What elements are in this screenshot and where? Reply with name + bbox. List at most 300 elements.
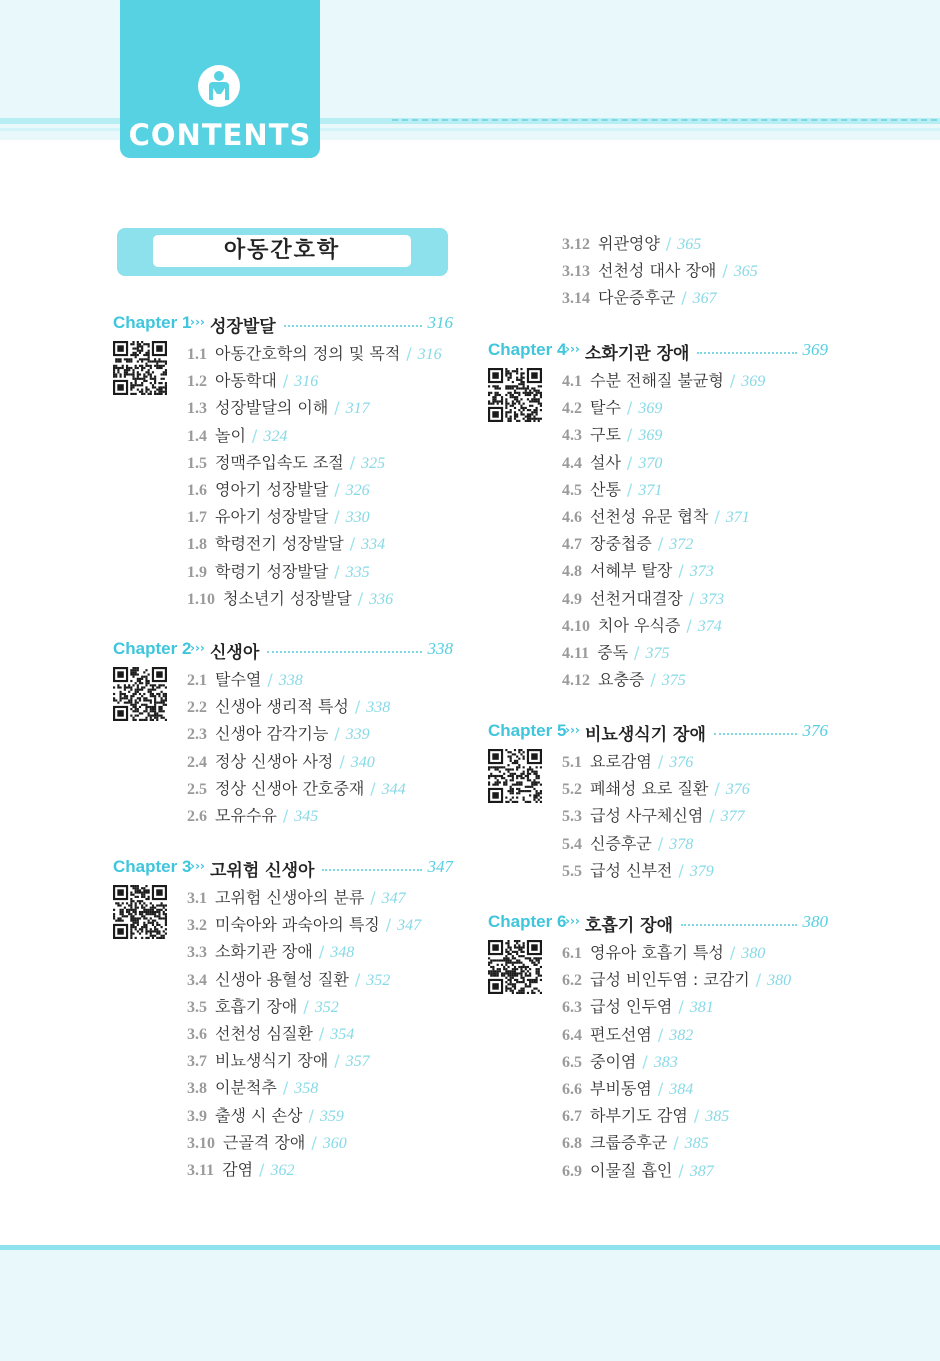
section-page-number: 334 bbox=[361, 536, 386, 554]
toc-entry[interactable] bbox=[187, 1021, 354, 1043]
section-page-number: 352 bbox=[366, 971, 391, 989]
section-number: 6.1 bbox=[562, 945, 582, 962]
toc-entry[interactable] bbox=[187, 749, 375, 771]
chapter-page-number: 347 bbox=[427, 857, 453, 876]
section-title: 모유수유 bbox=[215, 806, 277, 825]
toc-entry[interactable] bbox=[187, 477, 370, 499]
separator: / bbox=[282, 1078, 289, 1098]
toc-entry[interactable] bbox=[562, 531, 693, 553]
section-title: 탈수열 bbox=[215, 670, 262, 689]
toc-entry[interactable] bbox=[562, 1022, 693, 1044]
separator: / bbox=[755, 970, 762, 990]
footer-band bbox=[0, 1245, 940, 1361]
toc-entry[interactable] bbox=[187, 885, 406, 907]
section-page-number: 375 bbox=[645, 645, 670, 662]
chapter-title: 호흡기 장애 bbox=[585, 916, 674, 936]
section-number: 1.7 bbox=[187, 509, 207, 527]
section-title: 치아 우식증 bbox=[598, 615, 681, 635]
section-title: 요충증 bbox=[598, 670, 645, 690]
section-title: 산통 bbox=[590, 479, 621, 499]
chapter-arrows-icon: ››› bbox=[565, 914, 580, 928]
section-title: 다운증후군 bbox=[598, 288, 676, 308]
section-page-number: 316 bbox=[294, 373, 319, 391]
separator: / bbox=[634, 643, 640, 662]
separator: / bbox=[282, 371, 289, 391]
section-title: 중독 bbox=[597, 643, 629, 662]
section-page-number: 371 bbox=[638, 481, 663, 499]
toc-entry[interactable] bbox=[187, 803, 318, 825]
toc-entry[interactable] bbox=[187, 423, 287, 445]
section-title: 선천성 대사 장애 bbox=[598, 261, 717, 281]
toc-entry[interactable] bbox=[187, 368, 318, 390]
section-number: 5.5 bbox=[562, 862, 582, 880]
toc-entry[interactable] bbox=[562, 749, 693, 771]
separator: / bbox=[657, 752, 664, 771]
separator: / bbox=[714, 779, 720, 799]
separator: / bbox=[693, 1106, 700, 1126]
section-title: 아동간호학의 정의 및 목적 bbox=[215, 344, 401, 363]
toc-entry[interactable] bbox=[562, 831, 693, 853]
toc-entry[interactable] bbox=[562, 967, 791, 989]
section-page-number: 384 bbox=[669, 1081, 694, 1098]
separator: / bbox=[722, 261, 728, 281]
chapter-title: 고위험 신생아 bbox=[210, 861, 315, 881]
separator: / bbox=[678, 561, 684, 581]
section-page-number: 317 bbox=[345, 400, 370, 418]
section-page-number: 340 bbox=[350, 753, 375, 771]
section-title: 구토 bbox=[590, 425, 621, 445]
section-title: 근골격 장애 bbox=[223, 1132, 306, 1152]
section-number: 3.8 bbox=[187, 1080, 207, 1098]
section-page-number: 374 bbox=[697, 617, 722, 635]
section-number: 4.9 bbox=[562, 590, 582, 608]
dotted-leader bbox=[697, 352, 796, 354]
toc-entry[interactable] bbox=[562, 477, 662, 499]
person-icon bbox=[197, 64, 241, 108]
separator: / bbox=[318, 942, 325, 962]
section-title: 청소년기 성장발달 bbox=[223, 588, 352, 608]
dotted-leader bbox=[267, 651, 421, 653]
section-title: 정상 신생아 사정 bbox=[215, 751, 334, 771]
section-title: 서혜부 탈장 bbox=[590, 561, 673, 581]
separator: / bbox=[385, 915, 392, 935]
section-number: 6.3 bbox=[562, 999, 582, 1017]
section-number: 1.2 bbox=[187, 373, 207, 391]
section-number: 3.10 bbox=[187, 1134, 215, 1152]
separator: / bbox=[349, 534, 356, 554]
section-title: 소화기관 장애 bbox=[215, 942, 313, 962]
section-page-number: 360 bbox=[322, 1134, 347, 1152]
chapter-arrows-icon: ››› bbox=[565, 723, 580, 737]
chapter-arrows-icon: ››› bbox=[190, 315, 205, 329]
toc-entry[interactable] bbox=[562, 994, 714, 1016]
section-page-number: 347 bbox=[381, 890, 406, 907]
toc-entry[interactable] bbox=[187, 1130, 347, 1152]
section-number: 4.11 bbox=[562, 645, 590, 662]
section-page-number: 344 bbox=[381, 780, 406, 798]
section-page-number: 380 bbox=[741, 945, 766, 962]
section-title: 영아기 성장발달 bbox=[215, 480, 329, 499]
section-page-number: 376 bbox=[725, 781, 750, 799]
section-number: 4.3 bbox=[562, 427, 582, 445]
separator: / bbox=[729, 943, 736, 962]
section-number: 5.1 bbox=[562, 754, 582, 771]
chapter-heading[interactable] bbox=[488, 721, 828, 743]
section-page-number: 385 bbox=[705, 1108, 730, 1126]
section-page-number: 371 bbox=[725, 509, 750, 526]
toc-entry[interactable] bbox=[562, 231, 701, 253]
toc-entry[interactable] bbox=[187, 1103, 344, 1125]
section-number: 4.2 bbox=[562, 400, 582, 418]
section-page-number: 369 bbox=[638, 427, 663, 445]
toc-entry[interactable] bbox=[562, 613, 722, 635]
section-number: 2.5 bbox=[187, 780, 207, 798]
section-number: 3.14 bbox=[562, 290, 590, 308]
section-page-number: 335 bbox=[345, 563, 370, 581]
section-number: 4.12 bbox=[562, 672, 590, 690]
chapter-arrows-icon: ››› bbox=[190, 859, 205, 873]
section-page-number: 365 bbox=[733, 263, 758, 281]
separator: / bbox=[334, 724, 340, 744]
toc-entry[interactable] bbox=[187, 939, 354, 961]
section-title: 신생아 용혈성 질환 bbox=[215, 969, 349, 989]
section-page-number: 330 bbox=[345, 509, 370, 527]
separator: / bbox=[729, 371, 736, 390]
separator: / bbox=[334, 507, 340, 527]
chapter-arrows-icon: ››› bbox=[565, 342, 580, 356]
section-number: 1.9 bbox=[187, 563, 207, 581]
section-title: 하부기도 감염 bbox=[590, 1106, 688, 1126]
section-number: 3.12 bbox=[562, 236, 590, 253]
section-title: 중이염 bbox=[590, 1051, 637, 1071]
toc-entry[interactable] bbox=[562, 368, 765, 390]
toc-entry[interactable] bbox=[187, 721, 370, 743]
section-page-number: 338 bbox=[366, 699, 391, 717]
section-number: 3.1 bbox=[187, 890, 207, 907]
chapter-heading[interactable] bbox=[113, 857, 453, 879]
section-title: 신증후군 bbox=[590, 833, 652, 853]
section-title: 아동학대 bbox=[215, 371, 277, 391]
section-page-number: 357 bbox=[345, 1053, 370, 1071]
section-page-number: 383 bbox=[653, 1053, 678, 1071]
section-number: 3.11 bbox=[187, 1162, 215, 1179]
toc-entry[interactable] bbox=[187, 694, 390, 716]
toc-entry[interactable] bbox=[562, 1130, 709, 1152]
separator: / bbox=[370, 778, 376, 798]
header-dashed-line bbox=[392, 119, 937, 121]
section-number: 3.9 bbox=[187, 1107, 207, 1125]
section-number: 6.2 bbox=[562, 972, 582, 990]
section-page-number: 381 bbox=[689, 999, 714, 1017]
section-page-number: 370 bbox=[638, 454, 663, 472]
separator: / bbox=[678, 1160, 684, 1180]
section-page-number: 373 bbox=[700, 590, 725, 608]
section-page-number: 373 bbox=[689, 563, 714, 581]
section-title: 급성 신부전 bbox=[590, 860, 673, 880]
toc-entry[interactable] bbox=[562, 1158, 714, 1180]
footer-line bbox=[0, 1245, 940, 1250]
contents-title: CONTENTS bbox=[128, 118, 312, 152]
chapter-heading[interactable] bbox=[488, 912, 828, 934]
section-number: 2.4 bbox=[187, 753, 207, 771]
toc-entry[interactable] bbox=[187, 967, 390, 989]
section-number: 4.6 bbox=[562, 509, 582, 526]
toc-entry[interactable] bbox=[187, 1048, 370, 1070]
section-number: 4.8 bbox=[562, 563, 582, 581]
section-title: 선천거대결장 bbox=[590, 588, 683, 608]
section-number: 4.1 bbox=[562, 373, 582, 390]
qr-code-icon[interactable] bbox=[488, 940, 542, 994]
qr-code-icon[interactable] bbox=[113, 667, 167, 721]
separator: / bbox=[626, 425, 633, 445]
section-page-number: 372 bbox=[669, 536, 694, 554]
section-number: 4.4 bbox=[562, 454, 582, 472]
qr-code-icon[interactable] bbox=[113, 885, 167, 939]
toc-entry[interactable] bbox=[187, 776, 406, 798]
section-page-number: 324 bbox=[263, 427, 288, 445]
chapter-label: Chapter 6 bbox=[488, 912, 567, 931]
toc-entry[interactable] bbox=[562, 285, 717, 307]
toc-entry[interactable] bbox=[562, 1076, 693, 1098]
toc-entry[interactable] bbox=[187, 341, 442, 363]
toc-entry[interactable] bbox=[187, 450, 385, 472]
section-title: 신생아 생리적 특성 bbox=[215, 697, 349, 717]
toc-entry[interactable] bbox=[562, 640, 669, 662]
section-page-number: 385 bbox=[684, 1135, 709, 1153]
chapter-title: 소화기관 장애 bbox=[585, 344, 690, 364]
section-number: 4.5 bbox=[562, 481, 582, 499]
toc-entry[interactable] bbox=[562, 558, 714, 580]
section-title: 감염 bbox=[222, 1160, 254, 1179]
section-title: 급성 비인두염 : 코감기 bbox=[590, 970, 750, 990]
section-number: 6.8 bbox=[562, 1135, 582, 1153]
section-title: 선천성 유문 협착 bbox=[590, 507, 709, 526]
toc-entry[interactable] bbox=[562, 1103, 729, 1125]
section-title: 탈수 bbox=[590, 398, 621, 418]
section-page-number: 369 bbox=[638, 400, 663, 418]
separator: / bbox=[678, 860, 684, 880]
toc-entry[interactable] bbox=[187, 395, 370, 417]
section-number: 3.4 bbox=[187, 971, 207, 989]
section-page-number: 352 bbox=[314, 998, 339, 1016]
separator: / bbox=[709, 806, 715, 826]
section-number: 3.13 bbox=[562, 263, 590, 281]
separator: / bbox=[673, 1133, 679, 1153]
section-page-number: 387 bbox=[689, 1162, 714, 1180]
separator: / bbox=[714, 507, 720, 526]
separator: / bbox=[626, 479, 633, 499]
section-title: 폐쇄성 요로 질환 bbox=[590, 779, 709, 799]
chapter-page-number: 376 bbox=[802, 721, 828, 740]
section-number: 4.10 bbox=[562, 617, 590, 635]
toc-entry[interactable] bbox=[562, 858, 714, 880]
chapter-page-number: 369 bbox=[802, 340, 828, 359]
toc-entry[interactable] bbox=[562, 395, 662, 417]
section-number: 4.7 bbox=[562, 536, 582, 554]
separator: / bbox=[688, 588, 695, 608]
section-title: 위관영양 bbox=[598, 234, 660, 253]
chapter-label: Chapter 1 bbox=[113, 313, 192, 332]
chapter-label: Chapter 2 bbox=[113, 639, 192, 658]
section-title: 정상 신생아 간호중재 bbox=[215, 778, 365, 798]
section-page-number: 347 bbox=[397, 917, 422, 935]
section-number: 2.6 bbox=[187, 808, 207, 825]
toc-entry[interactable] bbox=[562, 422, 662, 444]
section-title: 고위험 신생아의 분류 bbox=[215, 888, 365, 907]
section-title: 학령기 성장발달 bbox=[215, 561, 329, 581]
section-page-number: 365 bbox=[677, 236, 702, 253]
qr-code-icon[interactable] bbox=[488, 368, 542, 422]
section-page-number: 367 bbox=[692, 290, 717, 308]
toc-entry[interactable] bbox=[187, 559, 370, 581]
separator: / bbox=[334, 480, 340, 499]
chapter-title: 비뇨생식기 장애 bbox=[585, 725, 706, 745]
section-number: 3.5 bbox=[187, 998, 207, 1016]
section-page-number: 380 bbox=[767, 972, 792, 990]
section-number: 3.7 bbox=[187, 1053, 207, 1071]
section-number: 2.1 bbox=[187, 672, 207, 689]
toc-entry[interactable] bbox=[562, 940, 765, 962]
section-number: 6.5 bbox=[562, 1053, 582, 1071]
section-page-number: 378 bbox=[669, 835, 694, 853]
section-title: 부비동염 bbox=[590, 1079, 652, 1098]
section-page-number: 375 bbox=[661, 672, 686, 690]
section-page-number: 354 bbox=[330, 1026, 355, 1043]
separator: / bbox=[406, 344, 412, 363]
section-number: 6.4 bbox=[562, 1026, 582, 1044]
section-number: 5.3 bbox=[562, 808, 582, 826]
section-number: 3.2 bbox=[187, 917, 207, 935]
separator: / bbox=[267, 670, 273, 689]
section-title: 선천성 심질환 bbox=[215, 1024, 313, 1043]
section-title: 미숙아와 과숙아의 특징 bbox=[215, 915, 380, 935]
chapter-label: Chapter 4 bbox=[488, 340, 567, 359]
separator: / bbox=[681, 288, 687, 308]
separator: / bbox=[642, 1051, 648, 1071]
section-title: 요로감염 bbox=[590, 752, 652, 771]
subject-title: 아동간호학 bbox=[153, 235, 411, 267]
chapter-heading[interactable] bbox=[113, 313, 453, 335]
section-number: 6.7 bbox=[562, 1108, 582, 1126]
toc-entry[interactable] bbox=[562, 586, 724, 608]
separator: / bbox=[334, 398, 340, 418]
toc-entry[interactable] bbox=[562, 504, 750, 526]
section-page-number: 369 bbox=[741, 373, 766, 390]
section-number: 1.5 bbox=[187, 454, 207, 472]
section-number: 6.6 bbox=[562, 1081, 582, 1098]
separator: / bbox=[650, 670, 656, 690]
separator: / bbox=[686, 615, 692, 635]
separator: / bbox=[251, 425, 258, 445]
separator: / bbox=[318, 1024, 325, 1043]
dotted-leader bbox=[284, 325, 422, 327]
section-page-number: 359 bbox=[319, 1107, 344, 1125]
section-number: 5.4 bbox=[562, 835, 582, 853]
dotted-leader bbox=[681, 924, 796, 926]
section-title: 크룹증후군 bbox=[590, 1133, 668, 1153]
section-title: 장중첩증 bbox=[590, 534, 652, 554]
section-title: 유아기 성장발달 bbox=[215, 507, 329, 527]
section-page-number: 379 bbox=[689, 862, 714, 880]
section-number: 5.2 bbox=[562, 781, 582, 799]
separator: / bbox=[657, 534, 664, 554]
chapter-arrows-icon: ››› bbox=[190, 641, 205, 655]
section-page-number: 376 bbox=[669, 754, 694, 771]
separator: / bbox=[357, 588, 364, 608]
section-page-number: 325 bbox=[361, 454, 386, 472]
section-number: 3.6 bbox=[187, 1026, 207, 1043]
separator: / bbox=[354, 697, 361, 717]
separator: / bbox=[354, 969, 361, 989]
toc-entry[interactable] bbox=[562, 803, 745, 825]
toc-entry[interactable] bbox=[562, 450, 662, 472]
section-page-number: 382 bbox=[669, 1026, 694, 1044]
section-page-number: 336 bbox=[369, 590, 394, 608]
section-title: 영유아 호흡기 특성 bbox=[590, 943, 724, 962]
separator: / bbox=[657, 833, 664, 853]
separator: / bbox=[334, 561, 340, 581]
toc-entry[interactable] bbox=[187, 667, 303, 689]
section-page-number: 339 bbox=[345, 726, 370, 744]
section-title: 출생 시 손상 bbox=[215, 1105, 303, 1125]
chapter-title: 성장발달 bbox=[210, 317, 276, 337]
section-title: 급성 사구체신염 bbox=[590, 806, 704, 826]
chapter-heading[interactable] bbox=[488, 340, 828, 362]
section-number: 1.4 bbox=[187, 427, 207, 445]
section-page-number: 362 bbox=[270, 1162, 295, 1179]
section-title: 편도선염 bbox=[590, 1024, 652, 1044]
subject-banner bbox=[117, 228, 448, 276]
section-number: 3.3 bbox=[187, 944, 207, 962]
chapter-heading[interactable] bbox=[113, 639, 453, 661]
section-title: 놀이 bbox=[215, 425, 246, 445]
chapter-label: Chapter 5 bbox=[488, 721, 567, 740]
toc-entry[interactable] bbox=[187, 504, 370, 526]
toc-entry[interactable] bbox=[187, 1157, 294, 1179]
section-page-number: 316 bbox=[417, 346, 442, 363]
section-title: 호흡기 장애 bbox=[215, 996, 298, 1016]
section-page-number: 358 bbox=[294, 1080, 319, 1098]
toc-entry[interactable] bbox=[562, 776, 750, 798]
toc-entry[interactable] bbox=[187, 531, 385, 553]
chapter-page-number: 316 bbox=[427, 313, 453, 332]
toc-entry[interactable] bbox=[187, 994, 339, 1016]
section-title: 신생아 감각기능 bbox=[215, 724, 329, 744]
section-number: 2.2 bbox=[187, 699, 207, 717]
qr-code-icon[interactable] bbox=[113, 341, 167, 395]
toc-entry[interactable] bbox=[187, 1075, 318, 1097]
section-page-number: 377 bbox=[720, 808, 745, 826]
section-title: 비뇨생식기 장애 bbox=[215, 1051, 329, 1071]
toc-entry[interactable] bbox=[187, 586, 393, 608]
section-page-number: 338 bbox=[278, 672, 303, 689]
section-title: 학령전기 성장발달 bbox=[215, 534, 344, 554]
toc-entry[interactable] bbox=[562, 1049, 678, 1071]
separator: / bbox=[626, 452, 633, 472]
qr-code-icon[interactable] bbox=[488, 749, 542, 803]
toc-entry[interactable] bbox=[562, 667, 686, 689]
chapter-page-number: 338 bbox=[427, 639, 453, 658]
section-page-number: 345 bbox=[294, 808, 319, 825]
toc-entry[interactable] bbox=[187, 912, 421, 934]
toc-entry[interactable] bbox=[562, 258, 758, 280]
section-number: 2.3 bbox=[187, 726, 207, 744]
separator: / bbox=[334, 1051, 340, 1071]
separator: / bbox=[308, 1105, 314, 1125]
contents-tab bbox=[120, 0, 320, 158]
chapter-title: 신생아 bbox=[210, 643, 260, 663]
section-title: 이물질 흡인 bbox=[590, 1160, 673, 1180]
